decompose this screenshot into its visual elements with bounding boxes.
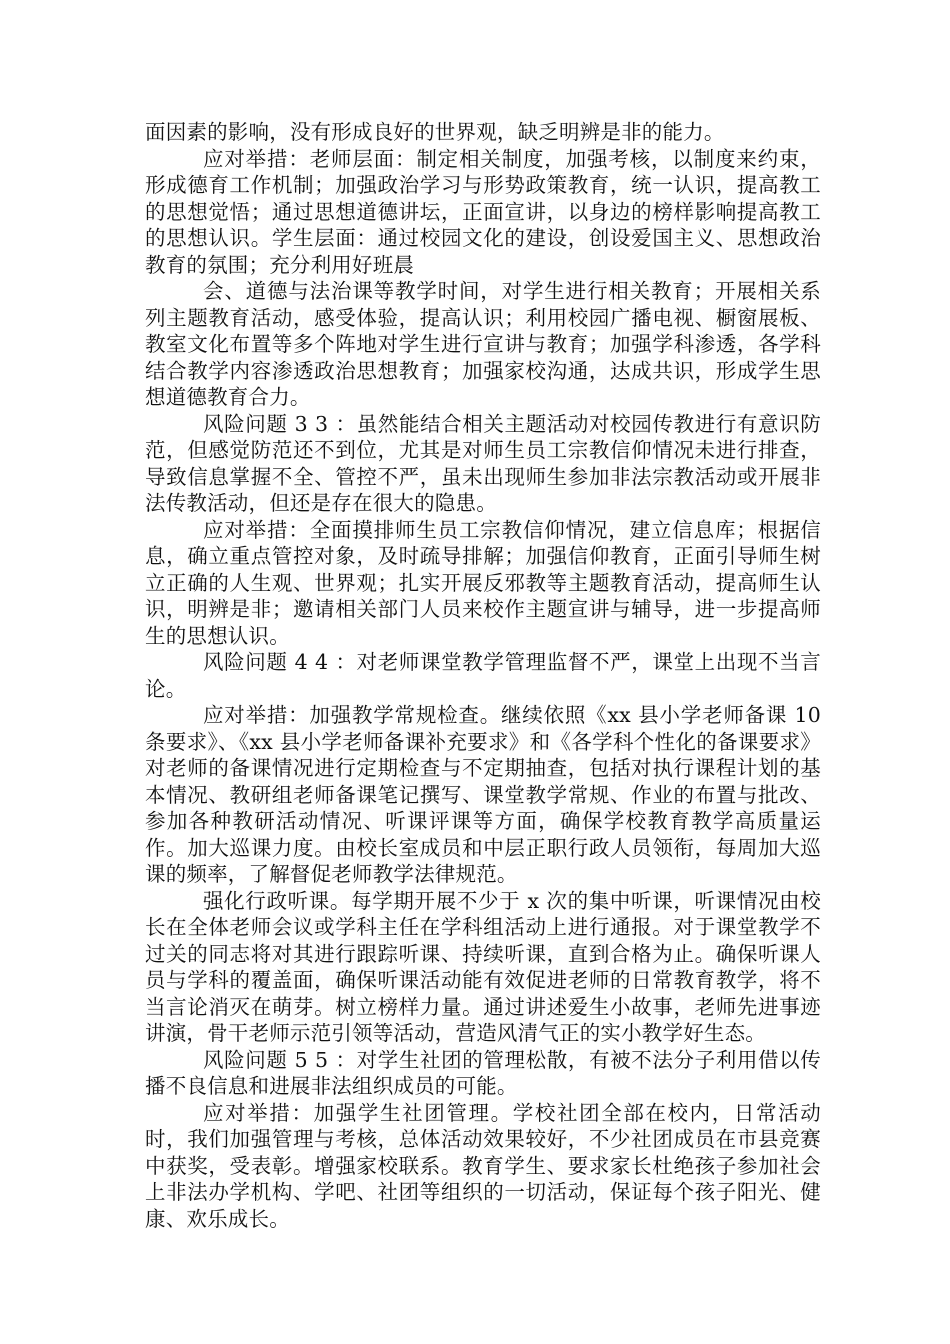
paragraph-measures-5: 应对举措：加强学生社团管理。学校社团全部在校内，日常活动时，我们加强管理与考核，总体活动效果较好，不少社团成员在市县竞赛中获奖，受表彰。增强家校联系。教育学生、要求家长杜绝孩子参加社会上非法办学机构、学吧、社团等组织的一切活动，保证每个孩子阳光、健康、欢乐成长。: [145, 1100, 821, 1231]
paragraph-measures-3: 应对举措：全面摸排师生员工宗教信仰情况，建立信息库；根据信息，确立重点管控对象，及时疏导排解；加强信仰教育，正面引导师生树立正确的人生观、世界观；扎实开展反邪教等主题教育活动，提高师生认识，明辨是非；邀请相关部门人员来校作主题宣讲与辅导，进一步提高师生的思想认识。: [145, 517, 821, 648]
paragraph-continuation: 面因素的影响，没有形成良好的世界观，缺乏明辨是非的能力。: [145, 120, 725, 144]
paragraph-risk-4: 风险问题 4 4 ：对老师课堂教学管理监督不严，课堂上出现不当言论。: [145, 650, 821, 701]
paragraph-measures-teachers-students: 应对举措：老师层面：制定相关制度，加强考核，以制度来约束，形成德育工作机制；加强政治学习与形势政策教育，统一认识，提高教工的思想觉悟；通过思想道德讲坛，正面宣讲，以身边的榜样影响提高教工的思想认识。学生层面：通过校园文化的建设，创设爱国主义、思想政治教育的氛围；充分利用好班晨: [145, 146, 821, 277]
paragraph-risk-5: 风险问题 5 5 ：对学生社团的管理松散，有被不法分子利用借以传播不良信息和进展非法组织成员的可能。: [145, 1047, 821, 1098]
paragraph-risk-3: 风险问题 3 3 ：虽然能结合相关主题活动对校园传教进行有意识防范，但感觉防范还不到位，尤其是对师生员工宗教信仰情况未进行排查，导致信息掌握不全、管控不严，虽未出现师生参加非法宗教活动或开展非法传教活动，但还是存在很大的隐患。: [145, 411, 821, 515]
paragraph-measures-continued: 会、道德与法治课等教学时间，对学生进行相关教育；开展相关系列主题教育活动，感受体验，提高认识；利用校园广播电视、橱窗展板、教室文化布置等多个阵地对学生进行宣讲与教育；加强学科渗透，各学科结合教学内容渗透政治思想教育；加强家校沟通，达成共识，形成学生思想道德教育合力。: [145, 279, 821, 409]
paragraph-measures-4: 应对举措：加强教学常规检查。继续依照《xx 县小学老师备课 10 条要求》、《xx 县小学老师备课补充要求》和《各学科个性化的备课要求》对老师的备课情况进行定期检查与不定期抽查，包括对执行课程计划的基本情况、教研组老师备课笔记撰写、课堂教学常规、作业的布置与批改、参加各种教研活动情况、听课评课等方面，确保学校教育教学高质量运作。加大巡课力度。由校长室成员和中层正职行政人员领衔，每周加大巡课的频率，了解督促老师教学法律规范。: [145, 703, 821, 886]
paragraph-admin-lectures: 强化行政听课。每学期开展不少于 x 次的集中听课，听课情况由校长在全体老师会议或学科主任在学科组活动上进行通报。对于课堂教学不过关的同志将对其进行跟踪听课、持续听课，直到合格为止。确保听课人员与学科的覆盖面，确保听课活动能有效促进老师的日常教育教学，将不当言论消灭在萌芽。树立榜样力量。通过讲述爱生小故事，老师先进事迹讲演，骨干老师示范引领等活动，营造风清气正的实小教学好生态。: [145, 888, 821, 1045]
document-body: [145, 119, 821, 1232]
